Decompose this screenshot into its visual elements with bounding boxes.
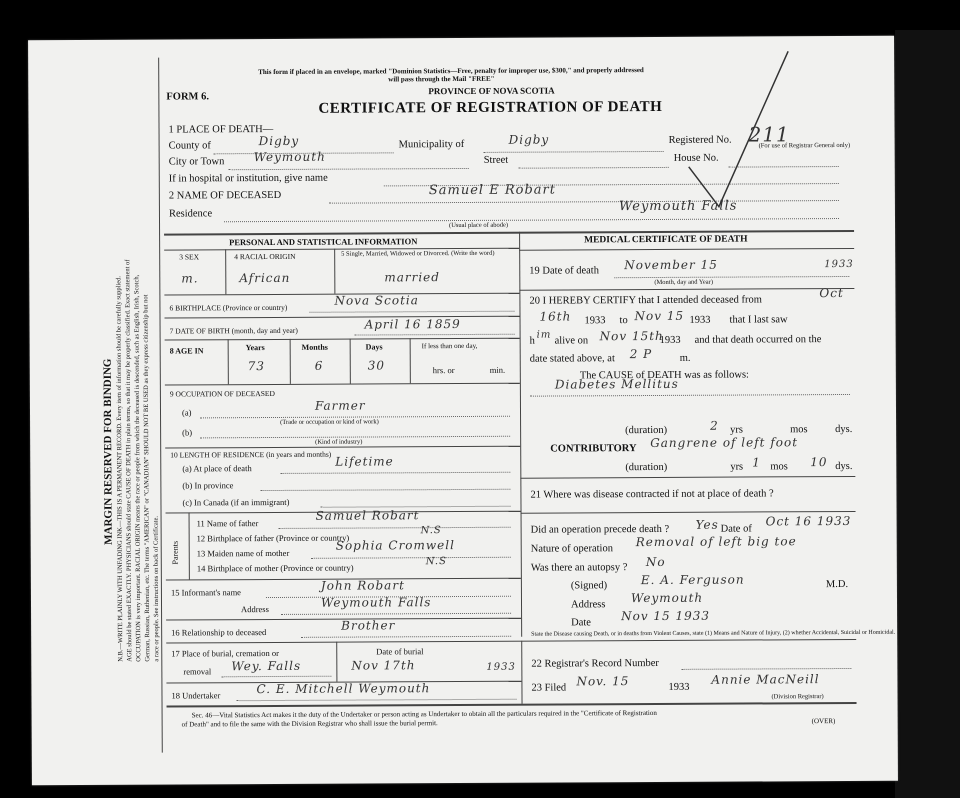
nature-value: Removal of left big toe [635, 534, 797, 550]
birthplace-value: Nova Scotia [334, 293, 419, 308]
cause-label: The CAUSE of DEATH was as follows: [579, 369, 750, 382]
father-birthplace-value: N.S [420, 525, 442, 537]
birthplace-label: 6 BIRTHPLACE (Province or country) [169, 302, 288, 313]
state-note: State the Disease causing Death, or in deaths from Violent Causes, state (1) Means and Nature of Injury, (2) whether Accidental, Suicidal or Homicidal. [531, 629, 896, 638]
in-province-label: (b) In province [182, 480, 234, 491]
father-label: 11 Name of father [196, 518, 259, 529]
at-place-label: (a) At place of death [182, 463, 252, 474]
mail-notice: This form if placed in an envelope, marked "Dominion Statistics—Free, penalty for improper use, $300," and properly addressed [258, 66, 644, 77]
county-label: County of [168, 140, 211, 152]
attended-to-value: Nov 15 [634, 308, 685, 324]
contributory-label: CONTRIBUTORY [550, 443, 637, 455]
date-of-death-value: November 15 [624, 257, 718, 273]
dob-label: 7 DATE OF BIRTH (month, day and year) [169, 325, 298, 336]
footer-line-2: of Death" and to file the same with the Division Registrar who shall issue the burial permit. [181, 719, 438, 729]
rule [165, 316, 520, 319]
occ-b-note: (Kind of industry) [315, 438, 363, 446]
m-label: m. [679, 352, 691, 364]
rule [165, 446, 520, 449]
rule [166, 639, 856, 644]
rule [519, 288, 854, 291]
county-value: Digby [258, 133, 300, 149]
sex-label: 3 SEX [179, 252, 200, 262]
filed-year: 1933 [668, 681, 690, 693]
date-note: (Month, day and Year) [654, 278, 714, 286]
parents-label: Parents [170, 540, 180, 565]
burial-date-label: Date of burial [376, 646, 424, 657]
hrs-label: hrs. or [432, 365, 455, 376]
line [281, 613, 511, 615]
date-of-death-label: 19 Date of death [529, 265, 599, 277]
filed-label: 23 Filed [531, 682, 567, 694]
footer-line-1: Sec. 46—Vital Statistics Act makes it the duty of the Undertaker or person acting as Undertaker to obtain all the particulars required in the "Certificate of Registration [191, 708, 657, 720]
him-label: h [529, 335, 535, 347]
father-value: Samuel Robart [315, 508, 420, 523]
instructions-line: German, Russian, Ruthenian, etc. The terms "AMERICAN" or "CANADIAN" SHOULD NOT BE USED as they express citizenship but not [142, 294, 152, 662]
dys-label-2: dys. [835, 460, 853, 473]
age-label: 8 AGE IN [169, 346, 204, 356]
rule [410, 338, 411, 383]
mother-birthplace-value: N.S [425, 556, 447, 568]
certify-label: 20 I HEREBY CERTIFY that I attended deceased from [529, 294, 762, 307]
filed-value: Nov. 15 [576, 674, 630, 689]
alive-on-value: Nov 15th [599, 328, 664, 344]
box-top [164, 230, 854, 236]
undertaker-value: C. E. Mitchell Weymouth [256, 681, 431, 697]
burial-date-value: Nov 17th [351, 658, 416, 673]
sex-value: m. [181, 271, 199, 286]
province-title: PROVINCE OF NOVA SCOTIA [428, 85, 555, 97]
instructions-line: N.B.—WRITE PLAINLY WITH UNFADING INK—THIS IS A PERMANENT RECORD. Every item of information should be carefully supplied. [115, 275, 125, 662]
last-saw-label: that I last saw [729, 314, 788, 326]
street-line [519, 167, 669, 169]
registrar-record-label: 22 Registrar's Record Number [531, 657, 659, 670]
year-2: 1933 [689, 314, 711, 326]
mail-notice-2: will pass through the Mail "FREE" [388, 74, 495, 84]
racial-value: African [239, 270, 291, 286]
registered-no-label: Registered No. [668, 134, 732, 146]
op-date-value: Oct 16 1933 [765, 513, 852, 529]
informant-address-value: Weymouth Falls [320, 595, 432, 610]
duration-label: (duration) [625, 424, 668, 437]
registered-note: (For use of Registrar General only) [758, 141, 851, 150]
med-address-label: Address [570, 599, 606, 611]
residence-line [224, 218, 839, 222]
md-label: M.D. [825, 578, 849, 591]
line [260, 489, 510, 491]
rule [290, 339, 291, 384]
residence-value: Weymouth Falls [618, 198, 738, 215]
city-label: City or Town [168, 156, 225, 168]
contrib-mos-value: 1 [752, 455, 761, 470]
rule [336, 642, 337, 682]
undertaker-label: 18 Undertaker [171, 690, 221, 701]
op-date-label: Date of [720, 523, 752, 535]
informant-label: 15 Informant's name [170, 587, 241, 598]
burial-year-value: 1933 [486, 661, 516, 673]
instructions-line: AGE should be stated EXACTLY. PHYSICIANS should state CAUSE OF DEATH in plain terms, so that it may be properly classified. Exact statement of [124, 259, 134, 662]
mother-value: Sophia Cromwell [335, 538, 455, 553]
occ-b-label: (b) [182, 427, 193, 438]
attended-from-day: 16th [539, 309, 572, 324]
signed-value: E. A. Ferguson [640, 572, 745, 588]
med-date-value: Nov 15 1933 [621, 608, 711, 624]
line [614, 276, 849, 278]
dark-background-edge [895, 30, 960, 798]
marital-value: married [384, 270, 440, 285]
to-label: to [619, 315, 628, 327]
rule [165, 383, 520, 386]
informant-value: John Robart [320, 578, 405, 593]
line [309, 311, 514, 313]
attended-from-value: Oct [819, 286, 844, 301]
relationship-value: Brother [341, 618, 396, 633]
residence-note: (Usual place of abode) [449, 221, 509, 230]
mother-label: 13 Maiden name of mother [196, 547, 290, 559]
min-label: min. [489, 364, 506, 375]
operation-value: Yes [695, 517, 719, 532]
year-3: 1933 [659, 334, 681, 346]
registrar-note: (Division Registrar) [771, 693, 824, 701]
line [530, 394, 850, 397]
mos-label-2: mos [770, 461, 788, 473]
med-date-label: Date [571, 617, 591, 629]
registered-no-value: 211 [748, 122, 790, 147]
residence-length-label: 10 LENGTH OF RESIDENCE (in years and months) [170, 449, 332, 460]
father-birthplace-label: 12 Birthplace of father (Province or country) [196, 532, 350, 544]
racial-label: 4 RACIAL ORIGIN [234, 251, 296, 262]
registrar-check-mark [678, 46, 799, 217]
rule [520, 476, 855, 479]
mos-label: mos [790, 424, 808, 436]
marital-label: 5 Single, Married, Widowed or Divorced. (Write the word) [341, 249, 495, 258]
residence-label: Residence [168, 208, 213, 220]
contracted-label: 21 Where was disease contracted if not at place of death ? [530, 488, 774, 501]
house-no-label: House No. [673, 152, 719, 164]
form-number: FORM 6. [166, 91, 209, 103]
mother-birthplace-label: 14 Birthplace of mother (Province or country) [196, 562, 354, 574]
contributory-value: Gangrene of left foot [650, 435, 799, 451]
days-value: 30 [367, 358, 386, 373]
months-value: 6 [314, 358, 324, 373]
rule [189, 512, 190, 579]
less-than-day-label: If less than one day, [421, 341, 478, 351]
line [280, 472, 510, 474]
rule [334, 249, 335, 294]
over-label: (OVER) [811, 717, 836, 726]
relationship-label: 16 Relationship to deceased [171, 627, 267, 638]
burial-label: 17 Place of burial, cremation or [171, 647, 279, 659]
hospital-label: If in hospital or institution, give name [168, 172, 328, 185]
rule [228, 339, 229, 384]
personal-section-title: PERSONAL AND STATISTICAL INFORMATION [229, 236, 418, 248]
occupation-label: 9 OCCUPATION OF DECEASED [169, 388, 275, 399]
yrs-label: yrs [730, 424, 743, 436]
rule [350, 339, 351, 384]
registrar-signature: Annie MacNeill [711, 672, 820, 687]
yrs-label-2: yrs [730, 461, 744, 473]
line [311, 557, 511, 559]
municipality-value: Digby [508, 132, 550, 147]
deceased-name-label: 2 NAME OF DECEASED [168, 189, 282, 202]
city-line [229, 168, 469, 170]
alive-on-label: alive on [554, 335, 589, 347]
deceased-name-value: Samuel E Robart [428, 182, 556, 199]
instructions-line: a race or people. See instructions on back of Certificate. [152, 515, 161, 662]
nature-label: Nature of operation [530, 543, 613, 555]
months-label: Months [301, 342, 328, 352]
rule [521, 641, 522, 704]
rule [225, 249, 226, 294]
occ-a-note: (Trade or occupation or kind of work) [280, 418, 379, 426]
medical-section-title: MEDICAL CERTIFICATE OF DEATH [584, 234, 748, 246]
occ-a-label: (a) [181, 407, 192, 418]
street-label: Street [483, 154, 509, 166]
death-occurred-label: and that death occurred on the [694, 334, 822, 346]
autopsy-label: Was there an autopsy ? [530, 562, 628, 574]
certificate-paper [28, 36, 898, 786]
in-canada-label: (c) In Canada (if an immigrant) [182, 496, 290, 508]
municipality-line [484, 151, 664, 153]
rule [519, 248, 854, 251]
line [237, 699, 517, 701]
autopsy-value: No [645, 554, 666, 570]
city-value: Weymouth [253, 149, 326, 165]
line [301, 636, 511, 638]
years-label: Years [245, 343, 265, 353]
operation-label: Did an operation precede death ? [530, 523, 670, 536]
date-stated-label: date stated above, at [529, 353, 615, 365]
dob-value: April 16 1859 [364, 317, 461, 332]
days-label: Days [365, 342, 383, 352]
dys-label: dys. [835, 423, 853, 436]
removal-label: removal [183, 666, 212, 677]
cause-value: Diabetes Mellitus [554, 376, 679, 392]
line [221, 676, 331, 678]
binding-margin-label: MARGIN RESERVED FOR BINDING [101, 358, 115, 545]
municipality-label: Municipality of [398, 138, 465, 151]
date-of-death-year: 1933 [824, 258, 854, 271]
line [279, 527, 511, 529]
him-value: im [536, 329, 552, 341]
box-bottom [167, 702, 857, 708]
contrib-dys-value: 10 [810, 455, 828, 470]
time-value: 2 P [629, 347, 653, 362]
duration-label-2: (duration) [625, 461, 668, 474]
line [681, 668, 851, 670]
burial-place-value: Wey. Falls [231, 658, 302, 674]
instructions-line: OCCUPATION is very important. RACIAL ORIGIN means the race or people from which the deceased is descended, such as English, Irish, Scotch, [133, 274, 143, 662]
informant-address-label: Address [241, 604, 269, 615]
med-address-value: Weymouth [630, 590, 704, 606]
year-1: 1933 [584, 315, 606, 327]
line [355, 334, 515, 336]
column-divider [519, 232, 522, 637]
certificate-title: CERTIFICATE OF REGISTRATION OF DEATH [318, 98, 663, 117]
at-place-value: Lifetime [335, 454, 394, 469]
years-value: 73 [247, 359, 266, 374]
signed-label: (Signed) [570, 580, 608, 592]
place-of-death-label: 1 PLACE OF DEATH— [168, 123, 274, 136]
rule [165, 338, 520, 341]
cause-duration-yrs: 2 [710, 418, 719, 433]
occupation-value: Farmer [314, 398, 366, 413]
